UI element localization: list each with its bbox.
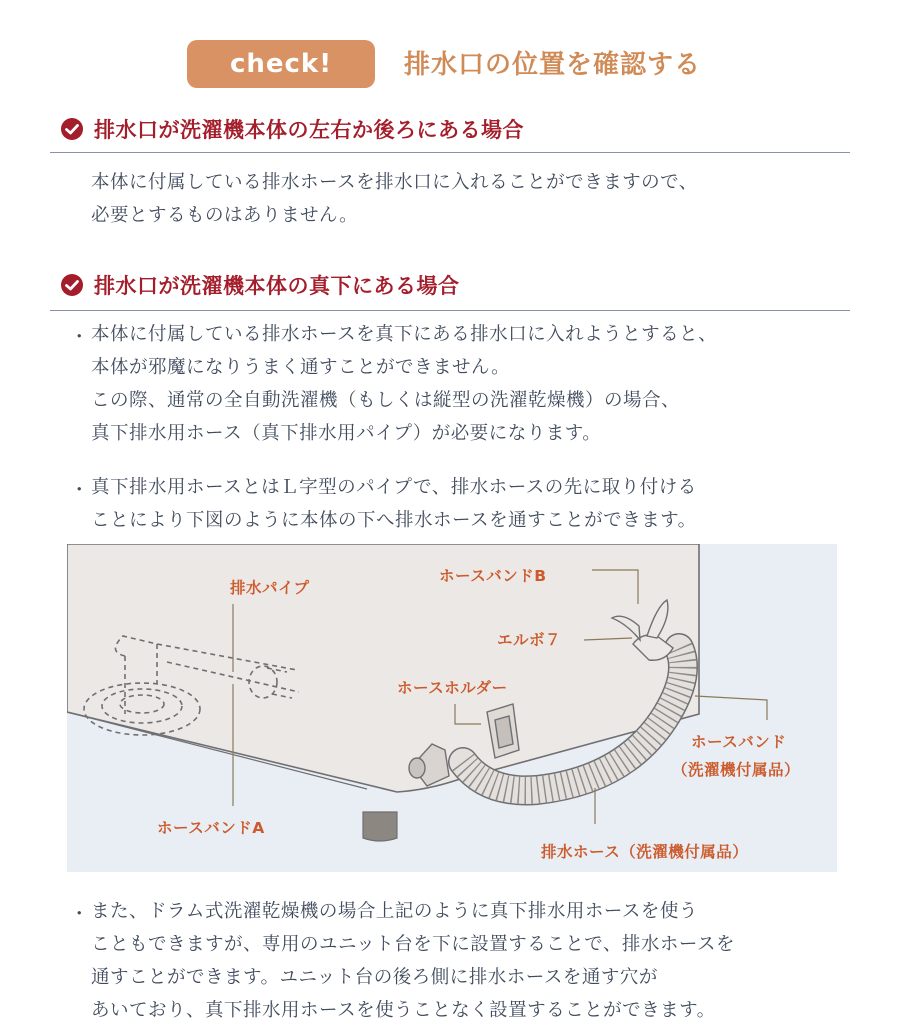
- installation-diagram: [67, 544, 837, 872]
- bullet-mark: ・: [70, 327, 89, 348]
- section2-heading: [60, 268, 850, 302]
- text-line: 真下排水用ホースとはＬ字型のパイプで、排水ホースの先に取り付ける: [91, 477, 697, 498]
- page-title: 排水口の位置を確認する: [404, 50, 702, 80]
- text-line: あいており、真下排水用ホースを使うことなく設置することができます。: [91, 1000, 716, 1021]
- text-line: こともできますが、専用のユニット台を下に設置することで、排水ホースを: [91, 934, 735, 955]
- bullet-mark: ・: [70, 904, 89, 925]
- section2-bullet3: [91, 895, 735, 1027]
- checkmark-circle-icon: [60, 273, 84, 297]
- divider: [50, 152, 850, 153]
- label-hose-band-b: ホースバンドB: [439, 567, 547, 585]
- text-line: 本体に付属している排水ホースを排水口に入れることができますので、: [91, 172, 698, 193]
- text-line: この際、通常の全自動洗濯機（もしくは縦型の洗濯乾燥機）の場合、: [91, 390, 681, 411]
- checkmark-circle-icon: [60, 117, 84, 141]
- text-line: 真下排水用ホース（真下排水用パイプ）が必要になります。: [91, 423, 602, 444]
- bullet-mark: ・: [70, 480, 89, 501]
- section2-bullet2: [91, 471, 697, 537]
- text-line: また、ドラム式洗濯乾燥機の場合上記のように真下排水用ホースを使う: [91, 901, 698, 922]
- text-line: 必要とするものはありません。: [91, 205, 359, 226]
- section1-heading: [60, 112, 850, 146]
- section2-bullet1: [91, 318, 717, 450]
- label-hose-band-note: （洗濯機付属品）: [672, 761, 801, 779]
- label-elbow: エルボ７: [497, 631, 562, 649]
- text-line: 本体に付属している排水ホースを真下にある排水口に入れようとすると、: [91, 324, 718, 345]
- washer-foot: [363, 812, 397, 841]
- section1-heading-text: 排水口が洗濯機本体の左右か後ろにある場合: [94, 118, 524, 142]
- divider: [50, 310, 850, 311]
- check-badge: check!: [187, 40, 375, 88]
- label-drain-hose: 排水ホース（洗濯機付属品）: [541, 843, 749, 861]
- label-drain-pipe: 排水パイプ: [230, 579, 310, 597]
- label-hose-band: ホースバンド: [691, 733, 787, 751]
- text-line: 通すことができます。ユニット台の後ろ側に排水ホースを通す穴が: [91, 967, 658, 988]
- label-hose-holder: ホースホルダー: [397, 679, 508, 697]
- text-line: 本体が邪魔になりうまく通すことができません。: [91, 357, 511, 378]
- section1-body: [91, 166, 698, 232]
- label-hose-band-a: ホースバンドA: [157, 819, 265, 837]
- section2-heading-text: 排水口が洗濯機本体の真下にある場合: [94, 274, 460, 298]
- text-line: ことにより下図のように本体の下へ排水ホースを通すことができます。: [91, 510, 697, 531]
